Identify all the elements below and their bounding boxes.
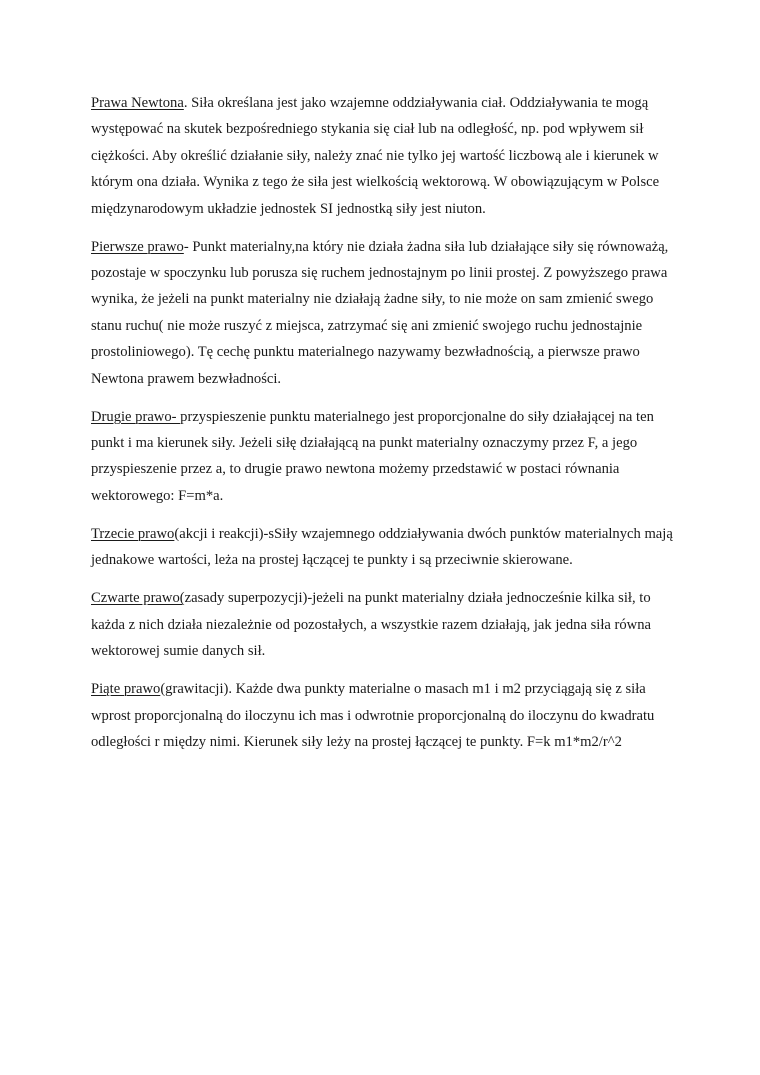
text-fifth-law: (grawitacji). Każde dwa punkty materialne o masach m1 i m2 przyciągają się z siła wprost proporcjonalną do iloczynu ich mas i odwrotnie proporcjonalną do iloczynu do kwadratu odległości r między nimi. Kierunek siły leży na prostej łączącej te punkty. F=k m1*m2/r^2 xyxy=(91,681,655,750)
heading-third-law: Trzecie prawo xyxy=(91,525,175,542)
text-fourth-law: zasady superpozycji)-jeżeli na punkt materialny działa jednocześnie kilka sił, to każda z nich działa niezależnie od pozostałych, a wszystkie razem działają, jak jedna siła równa wektorowej sumie danych sił. xyxy=(91,590,651,660)
paragraph-second-law xyxy=(91,404,681,510)
document-page xyxy=(91,90,681,767)
paragraph-first-law xyxy=(91,234,681,392)
text-first-law: - Punkt materialny,na który nie działa żadna siła lub działające siły się równoważą, pozostaje w spoczynku lub porusza się ruchem jednostajnym po linii prostej. Z powyższego prawa wynika, że jeżeli na punkt materialny nie działają żadne siły, to nie może on sam zmienić swego stanu ruchu( nie może ruszyć z miejsca, zatrzymać się ani zmienić swojego ruchu jednostajnie prostoliniowego). Tę cechę punktu materialnego nazywamy bezwładnością, a pierwsze prawo Newtona prawem bezwładności. xyxy=(91,238,669,387)
heading-first-law: Pierwsze prawo xyxy=(91,238,184,255)
text-third-law: (akcji i reakcji)-sSiły wzajemnego oddziaływania dwóch punktów materialnych mają jednakowe wartości, leża na prostej łączącej te punkty i są przeciwnie skierowane. xyxy=(91,525,673,569)
heading-fourth-law: Czwarte prawo( xyxy=(91,590,185,607)
paragraph-newton-laws xyxy=(91,90,681,222)
text-second-law: przyspieszenie punktu materialnego jest proporcjonalne do siły działającej na ten punkt i ma kierunek siły. Jeżeli siłę działającą na punkt materialny oznaczymy przez F, a jego przyspieszenie przez a, to drugie prawo newtona możemy przedstawić w postaci równania wektorowego: F=m*a. xyxy=(91,408,654,504)
heading-fifth-law: Piąte prawo xyxy=(91,681,161,698)
heading-second-law: Drugie prawo- xyxy=(91,408,181,425)
paragraph-fifth-law xyxy=(91,676,681,755)
paragraph-third-law xyxy=(91,521,681,574)
paragraph-fourth-law xyxy=(91,585,681,664)
text-newton-laws: . Siła określana jest jako wzajemne oddziaływania ciał. Oddziaływania te mogą występować na skutek bezpośredniego stykania się ciał lub na odległość, np. pod wpływem sił ciężkości. Aby określić działanie siły, należy znać nie tylko jej wartość liczbową ale i kierunek w którym ona działa. Wynika z tego że siła jest wielkością wektorową. W obowiązującym w Polsce międzynarodowym układzie jednostek SI jednostką siły jest niuton. xyxy=(91,95,660,217)
heading-newton-laws: Prawa Newtona xyxy=(91,95,184,111)
